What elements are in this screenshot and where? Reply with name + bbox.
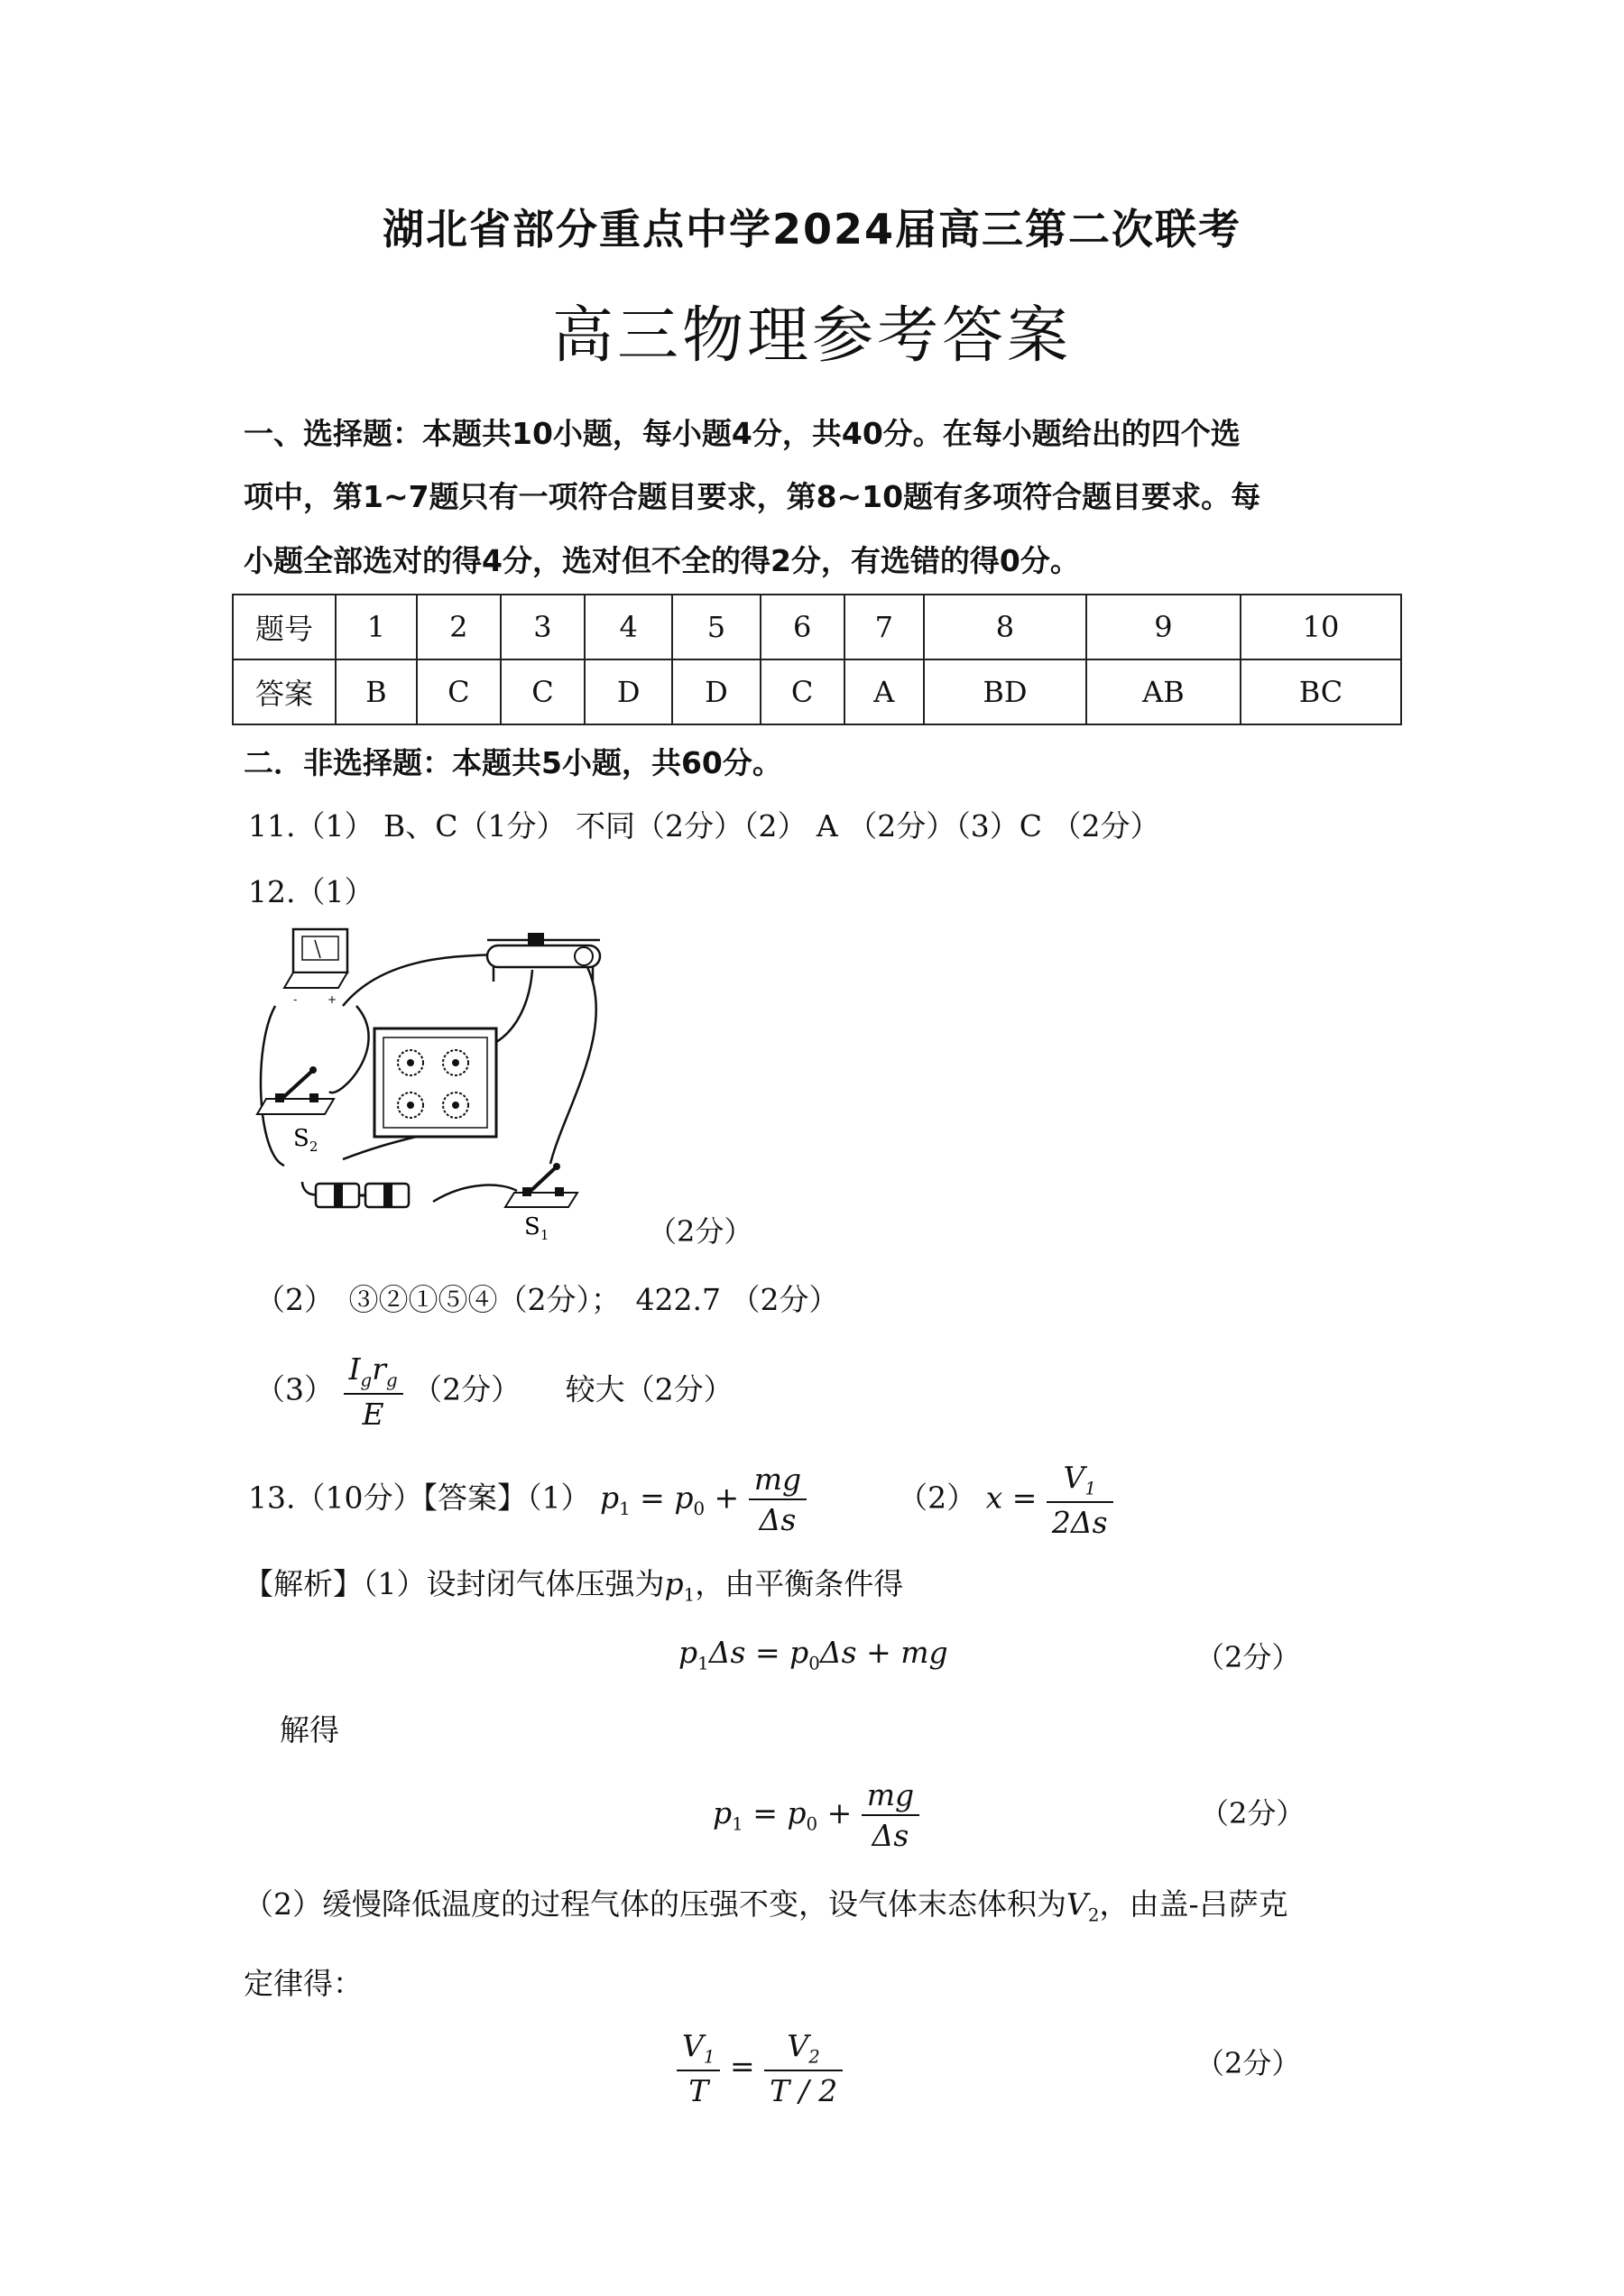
- rheostat-icon: [487, 933, 600, 982]
- eq-sub: 0: [806, 1813, 818, 1835]
- table-cell: C: [761, 659, 844, 724]
- frac-num-mid: r: [372, 1351, 386, 1387]
- table-row-answers: [233, 659, 1401, 724]
- equation-1: [678, 1635, 948, 1674]
- table-cell: 8: [924, 595, 1086, 659]
- eq-plus: +: [705, 1480, 749, 1516]
- table-cell: 1: [336, 595, 417, 659]
- document-title: 湖北省部分重点中学2024届高三第二次联考: [382, 205, 1242, 254]
- equation-2: [713, 1777, 919, 1853]
- eq-part: = p: [630, 1480, 694, 1516]
- q13-part2-text: [244, 1881, 1288, 1926]
- eq-part: x =: [985, 1480, 1047, 1516]
- part3-prefix: （3）: [255, 1371, 334, 1407]
- document-subtitle: 高三物理参考答案: [551, 300, 1072, 372]
- eq-part: Δs + mg: [819, 1635, 948, 1670]
- equation-3: [677, 2028, 843, 2108]
- eq-sub: 2: [1087, 1904, 1100, 1926]
- table-cell: 10: [1241, 595, 1401, 659]
- q12-part2: （2） ③②①⑤④（2分）； 422.7 （2分）: [255, 1282, 839, 1317]
- switch-s1-icon: [505, 1163, 577, 1207]
- q12-label: 12.（1）: [248, 874, 374, 909]
- diagram-points: （2分）: [648, 1214, 753, 1249]
- eq-sub: 0: [808, 1653, 820, 1674]
- table-cell: 9: [1086, 595, 1241, 659]
- eq-sub: 1: [683, 1584, 696, 1606]
- eq-var: p: [599, 1480, 620, 1516]
- eq-part: Δs = p: [708, 1635, 809, 1670]
- table-cell: B: [336, 659, 417, 724]
- frac-den: T: [688, 2072, 709, 2108]
- table-cell: D: [585, 659, 672, 724]
- galvanometer-icon: [284, 929, 347, 1006]
- table-cell: C: [417, 659, 501, 724]
- switch-s2-label: $S_2$: [293, 1125, 318, 1155]
- eq3-fraction-right: [764, 2028, 843, 2108]
- part1-line3: 小题全部选对的得4分，选对但不全的得2分，有选错的得0分。: [244, 543, 1080, 578]
- frac-num: I: [348, 1351, 361, 1387]
- equation-3-points: （2分）: [1195, 2046, 1301, 2080]
- eq-sub: 1: [732, 1813, 743, 1835]
- wire: [329, 1006, 369, 1093]
- table-cell: 7: [844, 595, 924, 659]
- ans2-fraction: [1047, 1460, 1113, 1540]
- switch-s2-icon: [257, 1066, 334, 1114]
- q13-answer: [248, 1460, 1113, 1540]
- frac-den: Δs: [759, 1502, 797, 1538]
- eq2-fraction: [862, 1777, 919, 1853]
- row-label-answer: 答案: [233, 659, 336, 724]
- q11-answer: 11.（1） B、C（1分） 不同（2分）（2） A （2分）（3）C （2分）: [248, 808, 1160, 844]
- eq-var: p: [678, 1635, 698, 1670]
- svg-text:-: -: [293, 993, 298, 1006]
- part3-suffix: （2分） 较大（2分）: [412, 1371, 734, 1407]
- analysis-text: ，由盖-吕萨克: [1099, 1886, 1288, 1922]
- eq-var: V: [1066, 1886, 1088, 1922]
- switch-s1-label: $S_1$: [524, 1213, 549, 1243]
- table-cell: AB: [1086, 659, 1241, 724]
- eq-sub: 1: [697, 1653, 709, 1674]
- svg-text:+: +: [328, 993, 337, 1006]
- table-cell: 4: [585, 595, 672, 659]
- table-cell: C: [501, 659, 585, 724]
- eq-sub: 1: [619, 1498, 631, 1519]
- frac-den: T / 2: [770, 2072, 838, 2108]
- wire: [433, 1185, 517, 1202]
- eq-part: = p: [743, 1795, 807, 1830]
- circuit-diagram: [257, 920, 636, 1243]
- q13-prefix: 13.（10分）【答案】（1）: [248, 1480, 591, 1516]
- wire: [261, 1006, 284, 1166]
- frac-den: Δs: [872, 1818, 909, 1853]
- eq3-fraction-left: [677, 2028, 720, 2108]
- table-cell: BC: [1241, 659, 1401, 724]
- table-cell: D: [672, 659, 760, 724]
- analysis-text: ，由平衡条件得: [695, 1566, 904, 1601]
- part2-heading: 二．非选择题：本题共5小题，共60分。: [244, 745, 782, 780]
- analysis-text: （2）缓慢降低温度的过程气体的压强不变，设气体末态体积为: [244, 1886, 1066, 1922]
- part1-line1: 一、选择题：本题共10小题，每小题4分，共40分。在每小题给出的四个选: [244, 416, 1241, 451]
- equation-1-points: （2分）: [1195, 1640, 1301, 1674]
- q13-part2-label: （2）: [898, 1480, 977, 1516]
- frac-sub: g: [386, 1369, 398, 1391]
- q13-analysis-intro: [244, 1561, 903, 1606]
- eq-plus: +: [817, 1795, 862, 1830]
- wire: [550, 965, 596, 1164]
- equals-sign: =: [729, 2048, 755, 2084]
- table-cell: 5: [672, 595, 760, 659]
- frac-num: mg: [749, 1462, 807, 1500]
- eq-var: p: [664, 1566, 684, 1601]
- frac-num: V: [682, 2028, 704, 2063]
- frac-sub: 1: [1084, 1478, 1096, 1499]
- eq-var: p: [713, 1795, 733, 1830]
- eq-sub: 0: [693, 1498, 706, 1519]
- frac-num: mg: [862, 1777, 919, 1816]
- q12-part3: [255, 1351, 734, 1432]
- frac-num: V: [787, 2028, 809, 2063]
- table-cell: 3: [501, 595, 585, 659]
- table-cell: BD: [924, 659, 1086, 724]
- answer-table: [232, 594, 1402, 725]
- q13-part2-text-2: 定律得：: [244, 1966, 363, 2001]
- resistance-box-icon: [374, 1028, 496, 1137]
- frac-sub: g: [360, 1369, 373, 1391]
- table-cell: 2: [417, 595, 501, 659]
- ans1-fraction: [749, 1462, 807, 1537]
- part1-line2: 项中，第1~7题只有一项符合题目要求，第8~10题有多项符合题目要求。每: [244, 479, 1261, 514]
- frac-den: 2Δs: [1051, 1504, 1108, 1540]
- table-cell: A: [844, 659, 924, 724]
- row-label-number: 题号: [233, 595, 336, 659]
- solve-label: 解得: [280, 1712, 339, 1747]
- analysis-text: 【解析】（1）设封闭气体压强为: [244, 1566, 665, 1601]
- frac-num: V: [1063, 1460, 1085, 1495]
- frac-sub: 2: [808, 2046, 820, 2068]
- equation-2-points: （2分）: [1200, 1796, 1306, 1830]
- table-row-numbers: [233, 595, 1401, 659]
- wire: [343, 954, 496, 1006]
- battery-icon: [316, 1184, 409, 1207]
- table-cell: 6: [761, 595, 844, 659]
- part3-fraction: [344, 1351, 403, 1432]
- frac-sub: 1: [703, 2046, 715, 2068]
- frac-den: E: [362, 1396, 384, 1432]
